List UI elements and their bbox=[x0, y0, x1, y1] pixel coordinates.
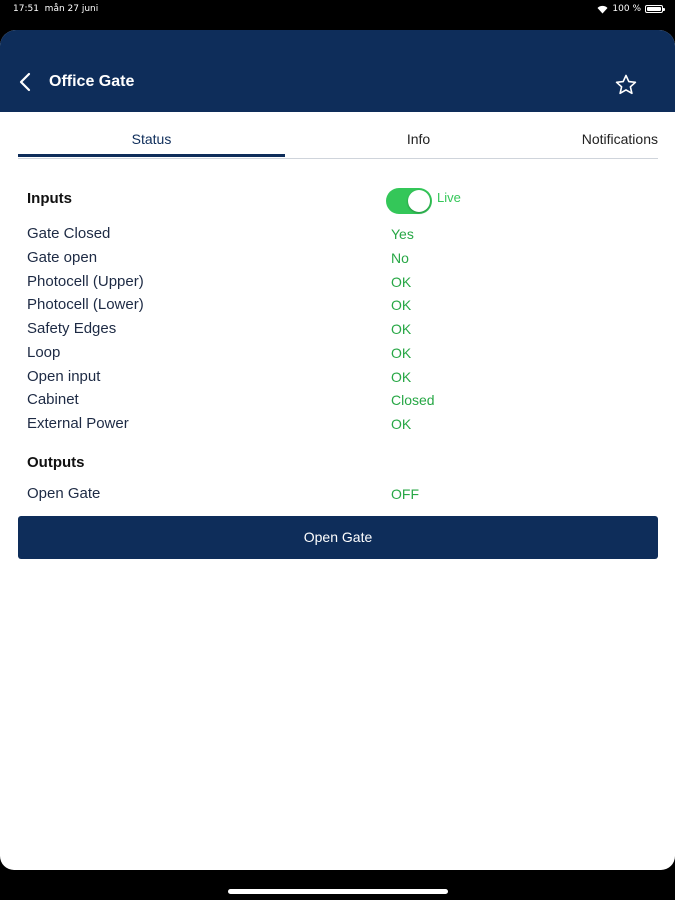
input-value-gate-open: No bbox=[391, 250, 409, 266]
status-time: 17:51 mån 27 juni bbox=[13, 4, 99, 14]
tab-notifications[interactable]: Notifications bbox=[581, 131, 658, 147]
input-value-photocell-lower: OK bbox=[391, 297, 412, 313]
home-indicator[interactable] bbox=[228, 889, 448, 894]
input-value-gate-closed: Yes bbox=[391, 226, 414, 242]
battery-icon bbox=[645, 5, 663, 13]
output-value-open-gate: OFF bbox=[391, 486, 419, 502]
input-value-external-power: OK bbox=[391, 416, 412, 432]
outputs-heading: Outputs bbox=[27, 454, 85, 471]
input-label-photocell-lower: Photocell (Lower) bbox=[27, 296, 144, 313]
input-value-safety-edges: OK bbox=[391, 321, 412, 337]
input-label-loop: Loop bbox=[27, 344, 61, 361]
input-label-cabinet: Cabinet bbox=[27, 391, 79, 408]
input-value-photocell-upper: OK bbox=[391, 274, 412, 290]
status-date: mån 27 juni bbox=[44, 4, 99, 14]
input-label-gate-closed: Gate Closed bbox=[27, 225, 111, 242]
input-value-loop: OK bbox=[391, 345, 412, 361]
input-label-safety-edges: Safety Edges bbox=[27, 320, 117, 337]
open-gate-button[interactable]: Open Gate bbox=[18, 516, 658, 559]
star-icon[interactable] bbox=[614, 73, 638, 97]
inputs-heading: Inputs bbox=[27, 190, 72, 207]
input-label-photocell-upper: Photocell (Upper) bbox=[27, 273, 144, 290]
input-label-gate-open: Gate open bbox=[27, 249, 98, 266]
battery-text: 100 % bbox=[612, 4, 641, 14]
input-label-open-input: Open input bbox=[27, 368, 101, 385]
tab-status[interactable]: Status bbox=[18, 128, 285, 157]
output-label-open-gate: Open Gate bbox=[27, 485, 101, 502]
navigation-bar bbox=[0, 30, 675, 112]
tab-bar bbox=[18, 128, 658, 159]
input-value-cabinet: Closed bbox=[391, 392, 435, 408]
status-right bbox=[597, 4, 663, 14]
chevron-left-icon[interactable] bbox=[18, 72, 32, 92]
status-bar bbox=[0, 0, 675, 22]
tab-info[interactable]: Info bbox=[406, 131, 431, 147]
input-label-external-power: External Power bbox=[27, 415, 129, 432]
live-label: Live bbox=[437, 190, 461, 205]
wifi-icon bbox=[597, 5, 608, 14]
toggle-knob bbox=[408, 190, 430, 212]
app-screen bbox=[0, 30, 675, 870]
page-title: Office Gate bbox=[49, 73, 135, 90]
input-value-open-input: OK bbox=[391, 369, 412, 385]
live-toggle[interactable] bbox=[386, 188, 432, 214]
